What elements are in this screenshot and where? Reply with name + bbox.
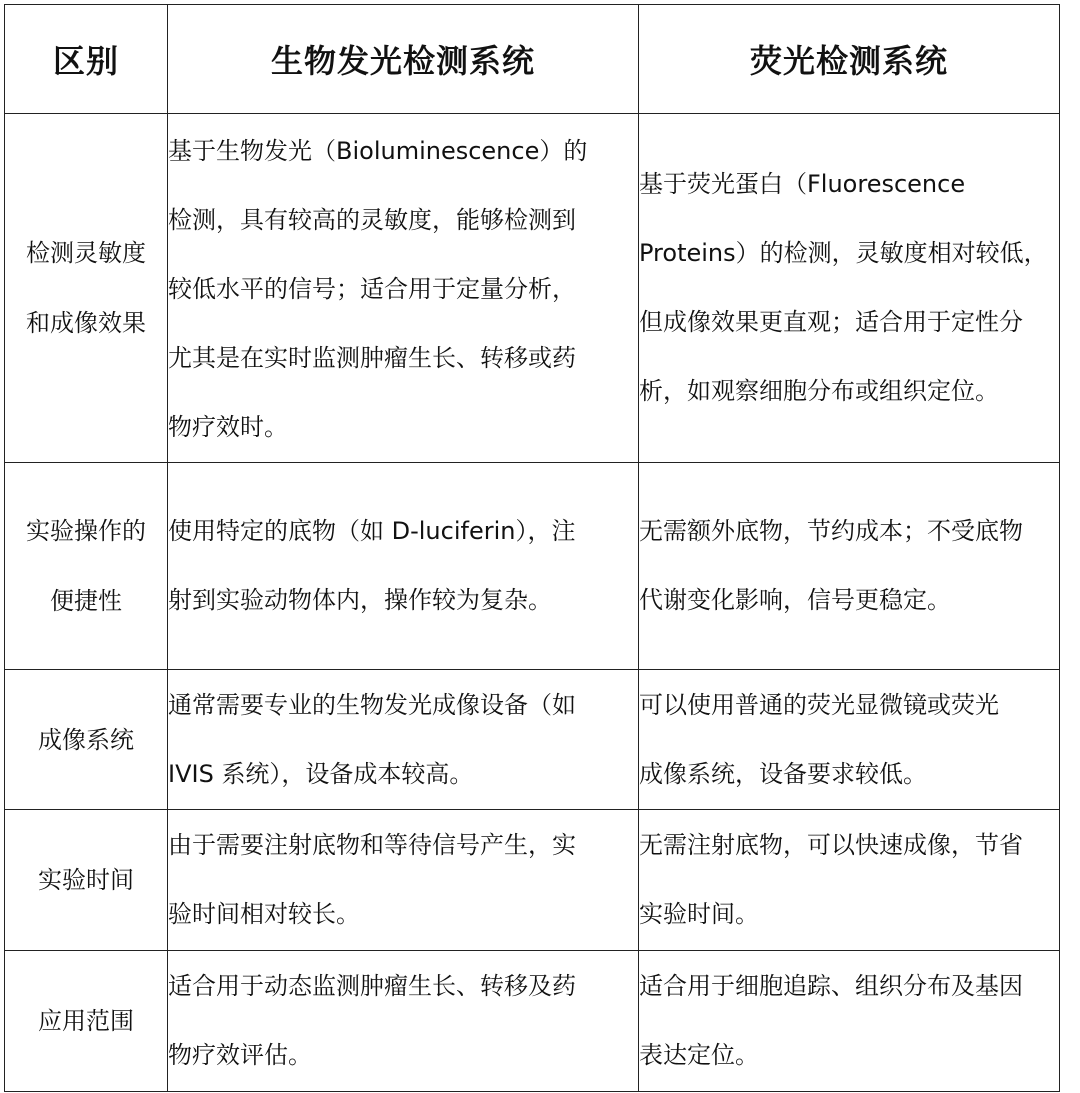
cell-text-line: IVIS 系统），设备成本较高。 [168, 759, 474, 788]
bioluminescence-cell [168, 114, 639, 463]
row-label-line: 便捷性 [50, 587, 122, 615]
cell-text-line: 由于需要注射底物和等待信号产生，实 [168, 831, 576, 859]
cell-text-line: 基于荧光蛋白（Fluorescence [639, 170, 966, 198]
table-row [5, 670, 1060, 810]
bioluminescence-cell [168, 951, 639, 1092]
cell-text-line: 代谢变化影响，信号更稳定。 [639, 586, 951, 614]
row-label-line: 实验操作的 [26, 517, 146, 545]
cell-text-line: 适合用于细胞追踪、组织分布及基因 [639, 972, 1023, 1000]
cell-text-line: 射到实验动物体内，操作较为复杂。 [168, 586, 552, 614]
cell-text-line: 检测，具有较高的灵敏度，能够检测到 [168, 206, 576, 234]
header-cell-difference: 区别 [5, 5, 168, 114]
cell-text-line: 可以使用普通的荧光显微镜或荧光 [639, 690, 999, 719]
fluorescence-cell [639, 810, 1060, 951]
row-label [5, 463, 168, 670]
cell-text-line: 成像系统，设备要求较低。 [639, 759, 927, 788]
cell-text-line: Proteins）的检测，灵敏度相对较低， [639, 239, 1048, 267]
header-cell-bioluminescence: 生物发光检测系统 [168, 5, 639, 114]
row-label-line: 成像系统 [38, 725, 134, 754]
table-row [5, 951, 1060, 1092]
table-row [5, 114, 1060, 463]
cell-text-line: 验时间相对较长。 [168, 900, 360, 928]
cell-text-line: 但成像效果更直观；适合用于定性分 [639, 308, 1023, 336]
cell-text-line: 无需额外底物，节约成本；不受底物 [639, 517, 1023, 545]
table-row [5, 463, 1060, 670]
fluorescence-cell [639, 114, 1060, 463]
bioluminescence-cell [168, 810, 639, 951]
row-label [5, 670, 168, 810]
row-label-line: 和成像效果 [26, 309, 146, 337]
header-cell-fluorescence: 荧光检测系统 [639, 5, 1060, 114]
cell-text-line: 物疗效评估。 [168, 1041, 312, 1069]
cell-text-line: 通常需要专业的生物发光成像设备（如 [168, 690, 576, 719]
table-row [5, 810, 1060, 951]
row-label-line: 应用范围 [38, 1007, 134, 1035]
row-label-line: 实验时间 [38, 866, 134, 894]
cell-text-line: 使用特定的底物（如 D-luciferin），注 [168, 517, 576, 545]
fluorescence-cell [639, 951, 1060, 1092]
header-row [5, 5, 1060, 114]
cell-text-line: 实验时间。 [639, 900, 759, 928]
row-label [5, 114, 168, 463]
cell-text-line: 无需注射底物，可以快速成像，节省 [639, 831, 1023, 859]
fluorescence-cell [639, 463, 1060, 670]
bioluminescence-cell [168, 670, 639, 810]
row-label [5, 810, 168, 951]
row-label-line: 检测灵敏度 [26, 239, 146, 267]
cell-text-line: 物疗效时。 [168, 413, 288, 441]
cell-text-line: 较低水平的信号；适合用于定量分析， [168, 275, 576, 303]
fluorescence-cell [639, 670, 1060, 810]
cell-text-line: 适合用于动态监测肿瘤生长、转移及药 [168, 972, 576, 1000]
bioluminescence-cell [168, 463, 639, 670]
cell-text-line: 基于生物发光（Bioluminescence）的 [168, 137, 588, 165]
cell-text-line: 析，如观察细胞分布或组织定位。 [639, 377, 999, 405]
cell-text-line: 尤其是在实时监测肿瘤生长、转移或药 [168, 344, 576, 372]
cell-text-line: 表达定位。 [639, 1041, 759, 1069]
row-label [5, 951, 168, 1092]
comparison-table [4, 4, 1060, 1092]
